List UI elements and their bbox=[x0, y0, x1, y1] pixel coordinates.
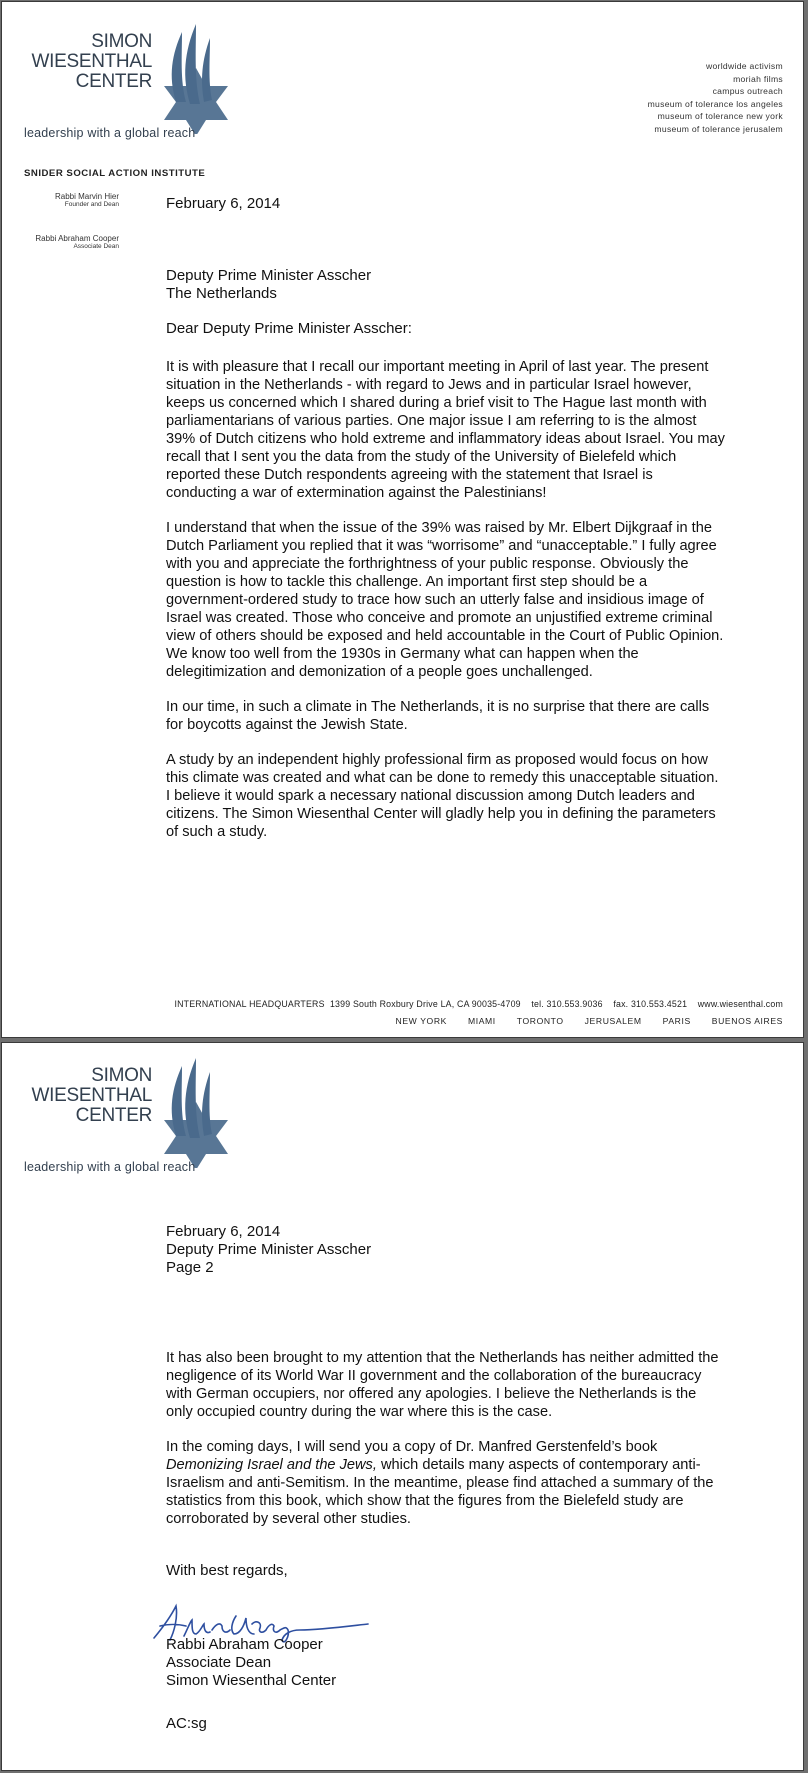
org-name-line: CENTER bbox=[75, 71, 152, 92]
org-name bbox=[31, 1066, 152, 1126]
division-item: worldwide activism bbox=[705, 61, 783, 71]
body-text-run: which details many aspects of contemporary anti-Israelism and anti-Semitism. In the meantime, please find attached a summary of the statistics from this book, which show that the figures from the Bielefeld study are corroborated by several other studies. bbox=[166, 1457, 714, 1527]
signer-name: Rabbi Abraham Cooper bbox=[166, 1636, 323, 1653]
salutation: Dear Deputy Prime Minister Asscher: bbox=[166, 320, 412, 337]
hq-address: 1399 South Roxbury Drive LA, CA 90035-4709 bbox=[329, 999, 521, 1009]
office-city: NEW YORK bbox=[395, 1016, 447, 1026]
body-paragraph bbox=[166, 1438, 726, 1528]
letter-page-1 bbox=[1, 1, 804, 1038]
division-item: museum of tolerance jerusalem bbox=[654, 123, 783, 134]
org-name-line: SIMON bbox=[91, 31, 152, 52]
officer-title: Founder and Dean bbox=[64, 201, 119, 208]
org-logo bbox=[24, 32, 236, 152]
body-paragraph: It has also been brought to my attention that the Netherlands has neither admitted the negligence of its World War II government and the collaboration of the bureaucracy with German occupiers, nor offered any apologies. I believe the Netherlands is the only occupied country during the war where this is the case. bbox=[166, 1350, 719, 1420]
letter-page-2 bbox=[1, 1042, 804, 1771]
division-item: moriah films bbox=[733, 73, 783, 84]
institute-name: SNIDER SOCIAL ACTION INSTITUTE bbox=[24, 168, 206, 179]
hq-label: INTERNATIONAL HEADQUARTERS bbox=[174, 999, 325, 1009]
officer-name: Rabbi Abraham Cooper bbox=[35, 234, 119, 243]
page-number: Page 2 bbox=[166, 1259, 214, 1276]
org-tagline: leadership with a global reach bbox=[24, 1160, 196, 1174]
letter-date: February 6, 2014 bbox=[166, 195, 281, 212]
org-name bbox=[31, 32, 152, 92]
org-name-line: WIESENTHAL bbox=[31, 1085, 152, 1106]
org-tagline: leadership with a global reach bbox=[24, 126, 196, 140]
officer-associate bbox=[35, 234, 119, 250]
recipient-name: Deputy Prime Minister Asscher bbox=[166, 1241, 372, 1258]
office-city: MIAMI bbox=[467, 1016, 496, 1026]
division-item: museum of tolerance new york bbox=[657, 111, 783, 122]
body-paragraph: I understand that when the issue of the 39% was raised by Mr. Elbert Dijkgraaf in the Dutch Parliament you replied that it was “worrisome” and “unacceptable.” I fully agree with you and appreciate the forthrightness of your public response. Obviously the question is how to tackle this challenge. An important first step should be a government-ordered study to trace how such an utterly false and insidious image of Israel was created. Those who conceive and promote an unjustified extreme criminal view of others should be exposed and held accountable in the Court of Public Opinion. We know too well from the 1930s in Germany what can happen when the delegitimization and demonization of a people goes unchallenged. bbox=[166, 520, 724, 680]
recipient-address bbox=[166, 267, 371, 303]
division-item: campus outreach bbox=[712, 86, 783, 97]
flame-star-logo-icon bbox=[156, 24, 236, 134]
page-2-header bbox=[166, 1223, 371, 1277]
signer-title: Associate Dean bbox=[166, 1654, 272, 1671]
org-logo bbox=[24, 1066, 236, 1186]
recipient-country: The Netherlands bbox=[166, 285, 277, 302]
office-cities bbox=[378, 1016, 783, 1026]
org-name-line: CENTER bbox=[75, 1105, 152, 1126]
body-text-run: In the coming days, I will send you a copy of Dr. Manfred Gerstenfeld’s book bbox=[166, 1439, 658, 1455]
hq-fax: fax. 310.553.4521 bbox=[613, 999, 688, 1009]
body-paragraph: In our time, in such a climate in The Netherlands, it is no surprise that there are calls for boycotts against the Jewish State. bbox=[166, 699, 710, 733]
office-city: TORONTO bbox=[516, 1016, 564, 1026]
headquarters-footer bbox=[174, 999, 783, 1009]
book-title: Demonizing Israel and the Jews, bbox=[166, 1457, 377, 1473]
body-paragraph: A study by an independent highly professional firm as proposed would focus on how this climate was created and what can be done to remedy this unacceptable situation. I believe it would spark a necessary national discussion among Dutch leaders and citizens. The Simon Wiesenthal Center will gladly help you in defining the parameters of such a study. bbox=[166, 752, 719, 840]
letter-body-page-1 bbox=[166, 358, 726, 858]
hq-phone: tel. 310.553.9036 bbox=[531, 999, 603, 1009]
officer-founder bbox=[55, 192, 119, 208]
officer-title: Associate Dean bbox=[73, 243, 119, 250]
flame-star-logo-icon bbox=[156, 1058, 236, 1168]
hq-website: www.wiesenthal.com bbox=[697, 999, 783, 1009]
signer-organization: Simon Wiesenthal Center bbox=[166, 1672, 337, 1689]
divisions-list bbox=[648, 60, 783, 136]
recipient-name: Deputy Prime Minister Asscher bbox=[166, 267, 372, 284]
division-item: museum of tolerance los angeles bbox=[647, 98, 783, 109]
body-paragraph: It is with pleasure that I recall our important meeting in April of last year. The present situation in the Netherlands - with regard to Jews and in particular Israel however, keeps us concerned which I shared during a brief visit to The Hague last month with parliamentarians of various parties. One major issue I am referring to is the almost 39% of Dutch citizens who hold extreme and inflammatory ideas about Israel. You may recall that I sent you the data from the study of the University of Bielefeld which reported these Dutch respondents agreeing with the statement that Israel is conducting a war of extermination against the Palestinians! bbox=[166, 359, 725, 501]
letter-body-page-2 bbox=[166, 1349, 726, 1545]
office-city: JERUSALEM bbox=[584, 1016, 642, 1026]
closing: With best regards, bbox=[166, 1562, 288, 1579]
signature-block bbox=[166, 1636, 336, 1690]
office-city: PARIS bbox=[662, 1016, 691, 1026]
org-name-line: SIMON bbox=[91, 1065, 152, 1086]
office-city: BUENOS AIRES bbox=[711, 1016, 783, 1026]
org-name-line: WIESENTHAL bbox=[31, 51, 152, 72]
letter-date: February 6, 2014 bbox=[166, 1223, 281, 1240]
typist-initials: AC:sg bbox=[166, 1715, 207, 1732]
officer-name: Rabbi Marvin Hier bbox=[54, 192, 119, 201]
